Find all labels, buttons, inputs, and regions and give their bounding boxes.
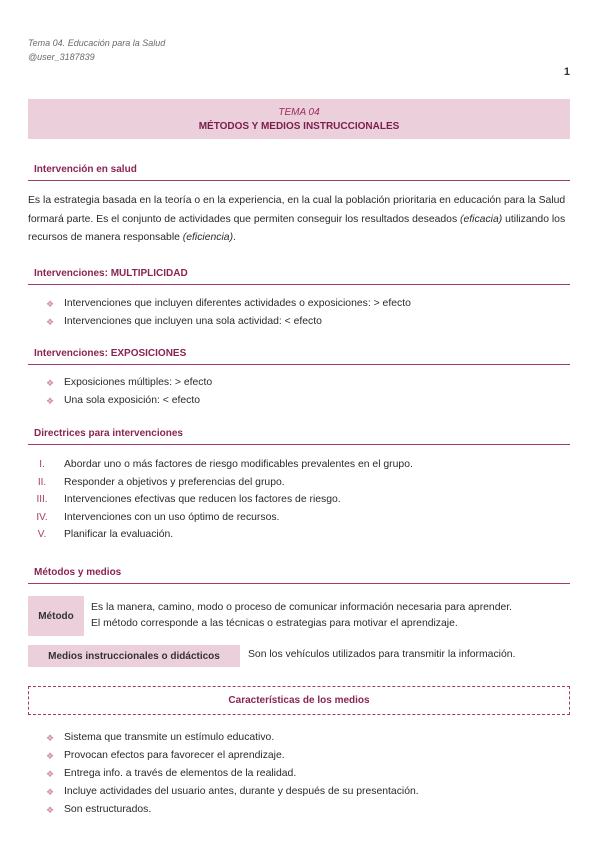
subject-title: Tema 04. Educación para la Salud [28,38,166,48]
list-item: ❖ Entrega info. a través de elementos de la realidad. [46,765,419,783]
metodo-definition: Es la manera, camino, modo o proceso de comunicar información necesaria para aprender. El método corresponde a las técnicas o estrategias para motivar el aprendizaje. [91,602,513,629]
list-item: ❖ Son estructurados. [46,801,419,819]
topic-banner [28,99,570,139]
diamond-bullet-icon: ❖ [46,787,55,797]
diamond-bullet-icon: ❖ [46,317,55,327]
diamond-bullet-icon: ❖ [46,299,55,309]
diamond-bullet-icon: ❖ [46,751,55,761]
page-number: 1 [563,66,570,78]
list-item: ❖ Exposiciones múltiples: > efecto [46,374,212,392]
diamond-bullet-icon: ❖ [46,378,55,388]
section-heading-intervencion: Intervención en salud [28,164,570,181]
diamond-bullet-icon: ❖ [46,396,55,406]
list-item: ❖ Provocan efectos para favorecer el aprendizaje. [46,747,419,765]
section-heading-directrices: Directrices para intervenciones [28,428,570,445]
directrices-list [34,456,413,544]
caracteristicas-heading: Características de los medios [28,686,570,715]
intro-text-1: Es la estrategia basada en la teoría o en la experiencia, en la cual la población prioritaria en educación para la Salud formará parte. Es el conjunto de actividades que permiten conseguir los resultados deseados [28,195,566,225]
list-item: ❖ Sistema que transmite un estímulo educativo. [46,729,419,747]
banner-title: MÉTODOS Y MEDIOS INSTRUCCIONALES [198,121,400,132]
list-item: ❖ Una sola exposición: < efecto [46,392,212,410]
list-item: ❖ Incluye actividades del usuario antes, durante y después de su presentación. [46,783,419,801]
medios-label: Medios instruccionales o didácticos [28,645,240,667]
medios-definition: Son los vehículos utilizados para transmitir la información. [248,649,516,660]
user-handle: @user_3187839 [28,52,95,62]
list-item: II. Responder a objetivos y preferencias del grupo. [37,476,285,488]
section-heading-multiplicidad: Intervenciones: MULTIPLICIDAD [28,268,570,285]
exposiciones-list [46,374,212,410]
multiplicidad-list [46,295,411,331]
intro-text-2: utilizando los recursos de manera responsable [28,213,566,243]
section-heading-exposiciones: Intervenciones: EXPOSICIONES [28,348,570,365]
metodo-label: Método [28,596,84,636]
intro-eficiencia: (eficiencia) [182,232,234,243]
diamond-bullet-icon: ❖ [46,805,55,815]
list-item: ❖ Intervenciones que incluyen una sola actividad: < efecto [46,313,411,331]
intro-paragraph [28,192,574,248]
list-item: III. Intervenciones efectivas que reducen los factores de riesgo. [36,494,341,506]
document-meta [28,36,165,64]
section-heading-metodos: Métodos y medios [28,567,570,584]
list-item: I. Abordar uno o más factores de riesgo modificables prevalentes en el grupo. [39,459,413,470]
intro-eficacia: (eficacia) [460,213,503,225]
list-item: ❖ Intervenciones que incluyen diferentes actividades o exposiciones: > efecto [46,295,411,313]
list-item: V. Planificar la evaluación. [37,529,174,541]
diamond-bullet-icon: ❖ [46,733,55,743]
list-item: IV. Intervenciones con un uso óptimo de recursos. [36,511,280,523]
intro-text-3: . [233,232,236,243]
caracteristicas-list [46,729,419,819]
diamond-bullet-icon: ❖ [46,769,55,779]
banner-tema: TEMA 04 [278,107,320,118]
